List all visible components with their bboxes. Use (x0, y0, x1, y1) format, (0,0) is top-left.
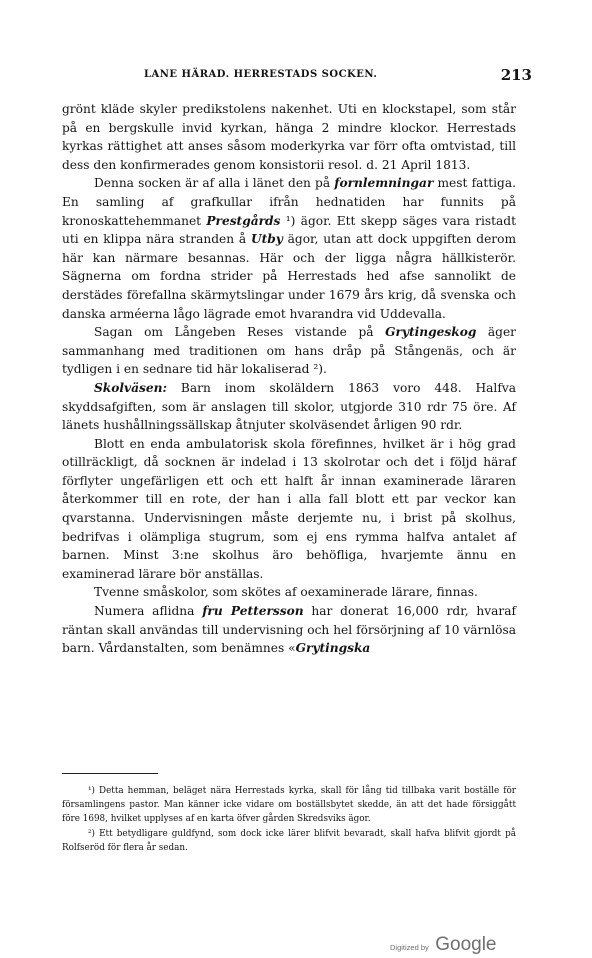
text-run: äger sammanhang med traditionen om hans dråp på Stångenäs, och är tydligen i en sednare tid här lokaliserad ²). (62, 325, 517, 377)
text-run: Blott en enda ambulatorisk skola förefinnes, hvilket är i hög grad otillräckligt, då socknen är indelad i 13 skolrotar och det i följd häraf förflyter ungefärligen ett och ett halft år innan examinerade läraren återkommer till en rote, der han i alla fall blott ett par veckor kan qvarstanna. Undervisningen måste derjemte nu, i brist på skolhus, bedrifvas i olämpliga stugrum, som ej ens rymma halfva antalet af barnen. Minst 3:ne skolhus äro behöfliga, hvarjemte ännu en examinerad lärare bör anställas. (62, 436, 516, 581)
paragraph (62, 323, 516, 379)
text-run: Tvenne småskolor, som skötes af oexaminerade lärare, finnas. (94, 585, 478, 600)
text-run: grönt kläde skyler predikstolens nakenhet. Uti en klockstapel, som står på en bergskulle invid kyrkan, hänga 2 mindre klockor. Herrestads kyrkas rättighet att anses såsom moderkyrka var förr ofta omtvistad, till dess den konfirmerades genom konsistorii resol. d. 21 April 1813. (62, 102, 516, 172)
text-run: Numera aflidna (94, 604, 203, 619)
paragraph (62, 379, 516, 435)
running-head: LANE HÄRAD. HERRESTADS SOCKEN. (144, 69, 378, 80)
footnote-divider (62, 773, 158, 774)
page-header (62, 66, 532, 86)
digitization-watermark (390, 934, 520, 955)
italic-run: fornlemningar (334, 176, 434, 191)
watermark-prefix: Digitized by (390, 943, 429, 952)
italic-run: Grytingeskog (385, 325, 477, 340)
paragraph (62, 174, 516, 323)
footnotes (62, 784, 516, 855)
paragraph (62, 602, 516, 658)
italic-run: Grytingska (295, 641, 371, 656)
text-run: ägor, utan att dock uppgiften derom här kan närmare besannas. Här och der ligga några hällkisterör. Sägnerna om fordna strider på Herrestads hed afse sannolikt de derstädes förefallna skärmytslingar under 1679 års krig, då svenska och danska arméerna lågo lägrade emot hvarandra vid Uddevalla. (62, 232, 517, 321)
text-run: Denna socken är af alla i länet den på (94, 176, 335, 191)
italic-run: Skolväsen: (94, 380, 167, 395)
page-number: 213 (500, 66, 532, 84)
italic-run: fru Pettersson (202, 604, 304, 619)
paragraph (62, 583, 516, 602)
body-text (62, 100, 516, 658)
text-run: Barn inom skoläldern 1863 voro 448. Halfva skyddsafgiften, som är anslagen till skolor, utgjorde 310 rdr 75 öre. Af länets hushållningssällskap åtnjuter skolväsendet årligen 90 rdr. (62, 380, 516, 433)
footnote-2: ²) Ett betydligare guldfynd, som dock icke lärer blifvit bevaradt, skall hafva blifvit gjordt på Rolfseröd för flera år sedan. (62, 828, 516, 853)
paragraph (62, 100, 516, 174)
italic-run: Utby (250, 232, 283, 247)
text-run: ¹) ägor. Ett skepp säges vara ristadt uti en klippa nära stranden å (62, 213, 516, 247)
footnote-1: ¹) Detta hemman, beläget nära Herrestads kyrka, skall för lång tid tillbaka varit boställe för församlingens pastor. Man känner icke vidare om boställsbytet skedde, än att det hade försiggått före 1698, hvilket upplyses af en karta öfver gården Skredsviks ägor. (62, 786, 516, 825)
text-run: Sagan om Långeben Reses vistande på (94, 325, 386, 340)
paragraph (62, 435, 516, 584)
italic-run: Prestgårds (206, 213, 281, 228)
google-logo: Google (435, 934, 497, 955)
text-run: har donerat 16,000 rdr, hvaraf räntan skall användas till undervisning och hel försörjning af 10 värnlösa barn. Vårdanstalten, som benämnes « (62, 604, 516, 656)
text-run: mest fattiga. En samling af grafkullar ifrån hednatiden har funnits på kronoskattehemmanet (62, 176, 516, 228)
